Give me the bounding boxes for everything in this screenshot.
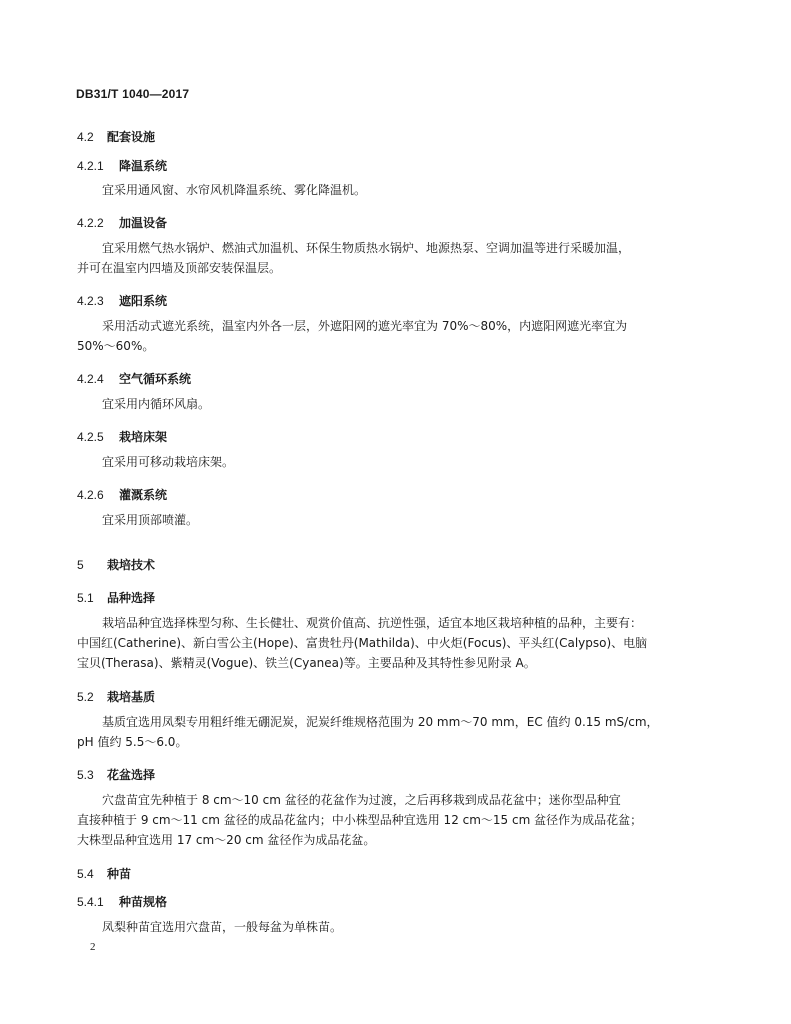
paragraph-5-2: [77, 712, 659, 752]
paragraph-line: pH 值约 5.5～6.0。: [77, 735, 188, 749]
section-title: 降温系统: [119, 159, 168, 173]
section-title: 遮阳系统: [119, 294, 168, 308]
section-title: 花盆选择: [107, 768, 156, 782]
paragraph-line: 直接种植于 9 cm～11 cm 盆径的成品花盆内；中小株型品种宜选用 12 cm～15 cm 盆径作为成品花盆；: [77, 813, 643, 827]
section-heading-4-2-1: [77, 157, 167, 174]
page-number: 2: [90, 941, 96, 953]
section-title: 栽培技术: [107, 558, 156, 572]
section-number: 5.1: [77, 591, 94, 605]
section-title: 配套设施: [107, 130, 156, 144]
paragraph-5-1: [77, 613, 648, 673]
paragraph-line: 栽培品种宜选择株型匀称、生长健壮、观赏价值高、抗逆性强，适宜本地区栽培种植的品种，主要有：: [102, 616, 643, 630]
paragraph-line: 采用活动式遮光系统，温室内外各一层，外遮阳网的遮光率宜为 70%～80%，内遮阳网遮光率宜为: [102, 319, 628, 333]
section-heading-5-4: [77, 865, 131, 882]
section-title: 种苗: [107, 867, 132, 881]
paragraph-line: 宜采用通风窗、水帘风机降温系统、雾化降温机。: [102, 183, 367, 197]
section-number: 4.2.6: [77, 488, 104, 502]
section-number: 4.2.4: [77, 372, 104, 386]
paragraph-line: 并可在温室内四墙及顶部安装保温层。: [77, 261, 282, 275]
section-title: 加温设备: [119, 216, 168, 230]
paragraph-line: 中国红(Catherine)、新白雪公主(Hope)、富贵牡丹(Mathilda)、中火炬(Focus)、平头红(Calypso)、电脑: [77, 636, 648, 650]
paragraph-5-4-1: [77, 917, 637, 937]
paragraph-5-3: [77, 790, 643, 850]
paragraph-line: 宜采用顶部喷灌。: [102, 513, 199, 527]
paragraph-4-2-4: [77, 394, 637, 414]
section-heading-4-2-5: [77, 428, 167, 445]
section-number: 4.2.3: [77, 294, 104, 308]
section-title: 空气循环系统: [119, 372, 192, 386]
section-title: 种苗规格: [119, 895, 168, 909]
paragraph-4-2-2: [77, 238, 637, 278]
paragraph-line: 宝贝(Therasa)、紫精灵(Vogue)、铁兰(Cyanea)等。主要品种及其特性参见附录 A。: [77, 656, 536, 670]
section-title: 栽培床架: [119, 430, 168, 444]
paragraph-line: 50%～60%。: [77, 339, 155, 353]
paragraph-line: 宜采用燃气热水锅炉、燃油式加温机、环保生物质热水锅炉、地源热泵、空调加温等进行采暖加温，: [102, 241, 631, 255]
section-number: 4.2: [77, 130, 94, 144]
section-heading-4-2-4: [77, 370, 191, 387]
paragraph-line: 凤梨种苗宜选用穴盘苗，一般每盆为单株苗。: [102, 920, 343, 934]
paragraph-line: 大株型品种宜选用 17 cm～20 cm 盆径作为成品花盆。: [77, 833, 376, 847]
section-number: 5: [77, 558, 84, 572]
paragraph-4-2-3: [77, 316, 637, 356]
paragraph-line: 宜采用内循环风扇。: [102, 397, 211, 411]
section-heading-5-1: [77, 589, 155, 606]
paragraph-4-2-5: [77, 452, 637, 472]
paragraph-line: 宜采用可移动栽培床架。: [102, 455, 235, 469]
paragraph-line: 基质宜选用凤梨专用粗纤维无硼泥炭，泥炭纤维规格范围为 20 mm～70 mm，EC 值约 0.15 mS/cm，: [102, 715, 659, 729]
section-heading-5-4-1: [77, 893, 167, 910]
section-heading-4-2: [77, 128, 155, 145]
section-number: 4.2.1: [77, 159, 104, 173]
paragraph-4-2-1: [77, 180, 637, 200]
document-code: DB31/T 1040—2017: [76, 87, 190, 101]
section-heading-4-2-3: [77, 292, 167, 309]
paragraph-4-2-6: [77, 510, 637, 530]
section-number: 5.4.1: [77, 895, 104, 909]
section-number: 4.2.2: [77, 216, 104, 230]
section-heading-5-3: [77, 766, 155, 783]
section-number: 5.4: [77, 867, 94, 881]
section-title: 栽培基质: [107, 690, 156, 704]
section-heading-4-2-2: [77, 214, 167, 231]
section-title: 灌溉系统: [119, 488, 168, 502]
paragraph-line: 穴盘苗宜先种植于 8 cm～10 cm 盆径的花盆作为过渡，之后再移栽到成品花盆中；迷你型品种宜: [102, 793, 621, 807]
section-heading-4-2-6: [77, 486, 167, 503]
section-number: 4.2.5: [77, 430, 104, 444]
section-heading-5: [77, 556, 155, 573]
section-title: 品种选择: [107, 591, 156, 605]
section-number: 5.3: [77, 768, 94, 782]
section-number: 5.2: [77, 690, 94, 704]
section-heading-5-2: [77, 688, 155, 705]
